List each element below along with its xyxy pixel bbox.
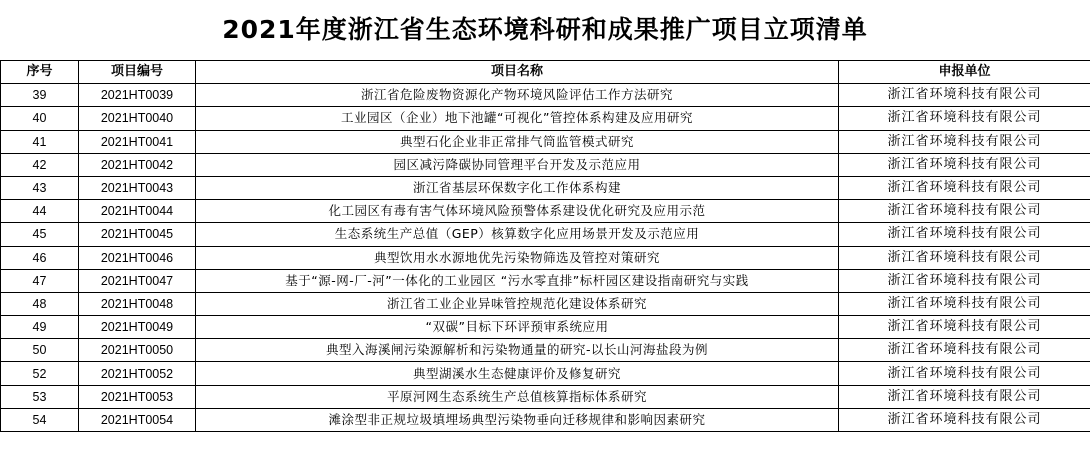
cell-code[interactable]: 2021HT0042 [79,153,196,176]
cell-unit[interactable]: 浙江省环境科技有限公司 [839,107,1090,130]
header-row [1,61,1090,84]
header-name[interactable]: 项目名称 [196,61,839,84]
cell-name[interactable]: 典型饮用水水源地优先污染物筛选及管控对策研究 [196,246,839,269]
cell-name[interactable]: 平原河网生态系统生产总值核算指标体系研究 [196,385,839,408]
table-row [1,200,1090,223]
cell-unit[interactable]: 浙江省环境科技有限公司 [839,316,1090,339]
table-row [1,269,1090,292]
cell-seq[interactable]: 46 [1,246,79,269]
cell-seq[interactable]: 50 [1,339,79,362]
cell-code[interactable]: 2021HT0047 [79,269,196,292]
table-row [1,339,1090,362]
cell-code[interactable]: 2021HT0050 [79,339,196,362]
cell-code[interactable]: 2021HT0045 [79,223,196,246]
cell-code[interactable]: 2021HT0054 [79,408,196,431]
cell-code[interactable]: 2021HT0052 [79,362,196,385]
cell-unit[interactable]: 浙江省环境科技有限公司 [839,223,1090,246]
cell-unit[interactable]: 浙江省环境科技有限公司 [839,385,1090,408]
cell-name[interactable]: 滩涂型非正规垃圾填埋场典型污染物垂向迁移规律和影响因素研究 [196,408,839,431]
cell-seq[interactable]: 53 [1,385,79,408]
cell-unit[interactable]: 浙江省环境科技有限公司 [839,130,1090,153]
cell-code[interactable]: 2021HT0046 [79,246,196,269]
project-table [0,60,1090,432]
table-row [1,84,1090,107]
cell-unit[interactable]: 浙江省环境科技有限公司 [839,246,1090,269]
cell-name[interactable]: 典型入海溪闸污染源解析和污染物通量的研究-以长山河海盐段为例 [196,339,839,362]
cell-name[interactable]: “双碳”目标下环评预审系统应用 [196,316,839,339]
table-row [1,385,1090,408]
table-row [1,223,1090,246]
table-row [1,292,1090,315]
cell-unit[interactable]: 浙江省环境科技有限公司 [839,176,1090,199]
cell-seq[interactable]: 42 [1,153,79,176]
table-row [1,176,1090,199]
cell-name[interactable]: 浙江省工业企业异味管控规范化建设体系研究 [196,292,839,315]
table-row [1,153,1090,176]
header-seq[interactable]: 序号 [1,61,79,84]
cell-seq[interactable]: 41 [1,130,79,153]
sheet-title: 2021年度浙江省生态环境科研和成果推广项目立项清单 [222,15,868,44]
cell-code[interactable]: 2021HT0041 [79,130,196,153]
cell-name[interactable]: 典型湖溪水生态健康评价及修复研究 [196,362,839,385]
cell-seq[interactable]: 43 [1,176,79,199]
header-unit[interactable]: 申报单位 [839,61,1090,84]
cell-name[interactable]: 园区减污降碳协同管理平台开发及示范应用 [196,153,839,176]
table-row [1,246,1090,269]
cell-code[interactable]: 2021HT0044 [79,200,196,223]
cell-code[interactable]: 2021HT0048 [79,292,196,315]
cell-seq[interactable]: 44 [1,200,79,223]
cell-seq[interactable]: 54 [1,408,79,431]
cell-name[interactable]: 化工园区有毒有害气体环境风险预警体系建设优化研究及应用示范 [196,200,839,223]
cell-seq[interactable]: 47 [1,269,79,292]
cell-name[interactable]: 基于“源-网-厂-河”一体化的工业园区 “污水零直排”标杆园区建设指南研究与实践 [196,269,839,292]
table-row [1,316,1090,339]
cell-code[interactable]: 2021HT0049 [79,316,196,339]
cell-unit[interactable]: 浙江省环境科技有限公司 [839,362,1090,385]
table-row [1,130,1090,153]
table-row [1,107,1090,130]
cell-code[interactable]: 2021HT0039 [79,84,196,107]
cell-unit[interactable]: 浙江省环境科技有限公司 [839,153,1090,176]
cell-unit[interactable]: 浙江省环境科技有限公司 [839,200,1090,223]
cell-name[interactable]: 浙江省基层环保数字化工作体系构建 [196,176,839,199]
cell-unit[interactable]: 浙江省环境科技有限公司 [839,339,1090,362]
cell-unit[interactable]: 浙江省环境科技有限公司 [839,408,1090,431]
cell-seq[interactable]: 45 [1,223,79,246]
cell-seq[interactable]: 52 [1,362,79,385]
cell-code[interactable]: 2021HT0043 [79,176,196,199]
cell-name[interactable]: 浙江省危险废物资源化产物环境风险评估工作方法研究 [196,84,839,107]
cell-code[interactable]: 2021HT0040 [79,107,196,130]
cell-seq[interactable]: 39 [1,84,79,107]
header-code[interactable]: 项目编号 [79,61,196,84]
table-row [1,408,1090,431]
table-row [1,362,1090,385]
cell-name[interactable]: 生态系统生产总值（GEP）核算数字化应用场景开发及示范应用 [196,223,839,246]
cell-seq[interactable]: 48 [1,292,79,315]
cell-unit[interactable]: 浙江省环境科技有限公司 [839,292,1090,315]
cell-unit[interactable]: 浙江省环境科技有限公司 [839,84,1090,107]
cell-unit[interactable]: 浙江省环境科技有限公司 [839,269,1090,292]
cell-seq[interactable]: 49 [1,316,79,339]
cell-name[interactable]: 工业园区（企业）地下池罐“可视化”管控体系构建及应用研究 [196,107,839,130]
table-body [1,84,1090,432]
cell-seq[interactable]: 40 [1,107,79,130]
cell-name[interactable]: 典型石化企业非正常排气筒监管模式研究 [196,130,839,153]
cell-code[interactable]: 2021HT0053 [79,385,196,408]
